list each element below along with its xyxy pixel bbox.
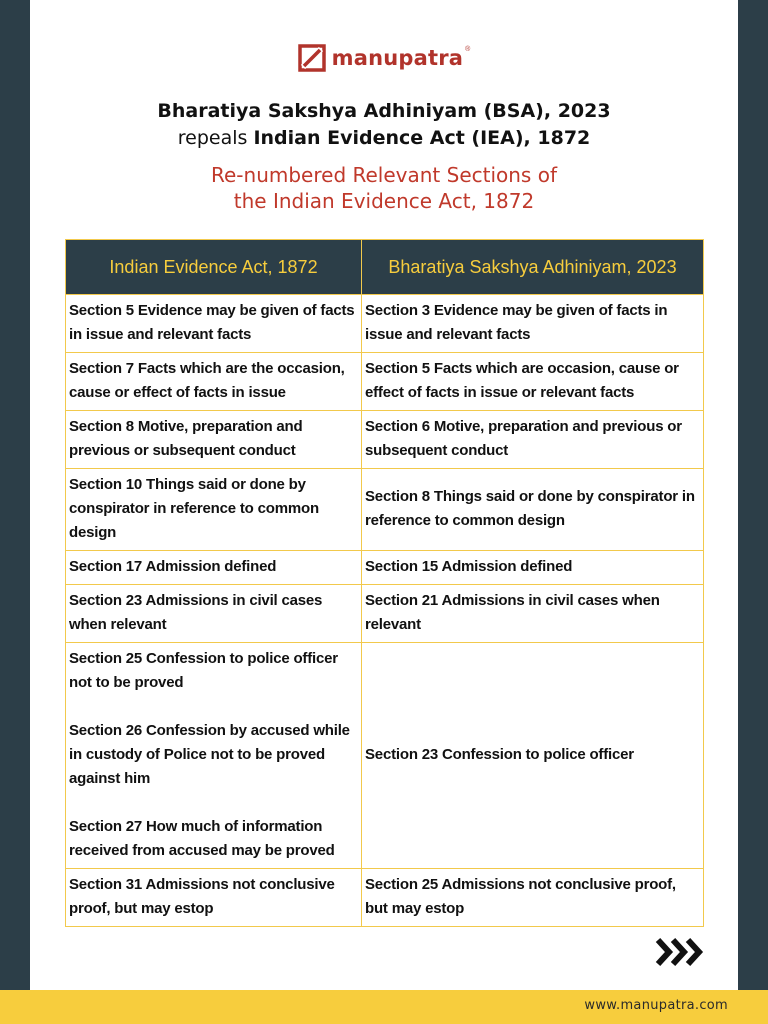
iea-section-cell: Section 8 Motive, preparation and previous or subsequent conduct — [66, 411, 362, 469]
iea-section-cell: Section 25 Confession to police officer not to be proved Section 26 Confession by accused while in custody of Police not to be proved against him Section 27 How much of information received from accused may be proved — [66, 643, 362, 869]
bsa-section-cell: Section 8 Things said or done by conspirator in reference to common design — [362, 469, 704, 551]
iea-section-cell: Section 7 Facts which are the occasion, cause or effect of facts in issue — [66, 353, 362, 411]
heading-line-2-prefix: repeals — [177, 127, 254, 149]
bsa-section-cell: Section 5 Facts which are occasion, cause or effect of facts in issue or relevant facts — [362, 353, 704, 411]
document-subheading — [0, 162, 768, 214]
document-heading — [0, 98, 768, 152]
iea-section-cell: Section 5 Evidence may be given of facts in issue and relevant facts — [66, 295, 362, 353]
bsa-section-cell: Section 15 Admission defined — [362, 551, 704, 585]
brand-name: manupatra — [331, 46, 464, 70]
column-header-bsa: Bharatiya Sakshya Adhiniyam, 2023 — [362, 240, 704, 295]
iea-section-cell: Section 17 Admission defined — [66, 551, 362, 585]
subheading-line-1: Re-numbered Relevant Sections of — [211, 163, 557, 187]
sections-comparison-table — [65, 239, 704, 927]
table-row — [66, 585, 704, 643]
table-row — [66, 643, 704, 869]
table-row — [66, 469, 704, 551]
bsa-section-cell: Section 25 Admissions not conclusive proof, but may estop — [362, 869, 704, 927]
table-row — [66, 411, 704, 469]
table-row — [66, 353, 704, 411]
table-row — [66, 869, 704, 927]
iea-section-cell: Section 23 Admissions in civil cases when relevant — [66, 585, 362, 643]
heading-line-2-bold: Indian Evidence Act (IEA), 1872 — [253, 127, 591, 149]
footer-bar — [0, 990, 768, 1024]
heading-line-1: Bharatiya Sakshya Adhiniyam (BSA), 2023 — [157, 100, 611, 122]
iea-section-cell: Section 31 Admissions not conclusive proof, but may estop — [66, 869, 362, 927]
bsa-section-cell: Section 3 Evidence may be given of facts in issue and relevant facts — [362, 295, 704, 353]
column-header-iea: Indian Evidence Act, 1872 — [66, 240, 362, 295]
heading-line-2 — [0, 125, 768, 152]
triple-chevron-right-icon[interactable] — [655, 935, 709, 969]
manupatra-logo-icon — [298, 44, 326, 72]
table-row — [66, 551, 704, 585]
bsa-section-cell: Section 21 Admissions in civil cases when relevant — [362, 585, 704, 643]
bsa-section-cell: Section 6 Motive, preparation and previous or subsequent conduct — [362, 411, 704, 469]
footer-website-link[interactable]: www.manupatra.com — [584, 998, 728, 1013]
brand-logo — [0, 44, 768, 72]
iea-section-cell: Section 10 Things said or done by conspirator in reference to common design — [66, 469, 362, 551]
registered-mark: ® — [465, 46, 471, 53]
subheading-line-2: the Indian Evidence Act, 1872 — [233, 189, 535, 213]
table-row — [66, 295, 704, 353]
table-header-row — [66, 240, 704, 295]
bsa-section-cell: Section 23 Confession to police officer — [362, 643, 704, 869]
